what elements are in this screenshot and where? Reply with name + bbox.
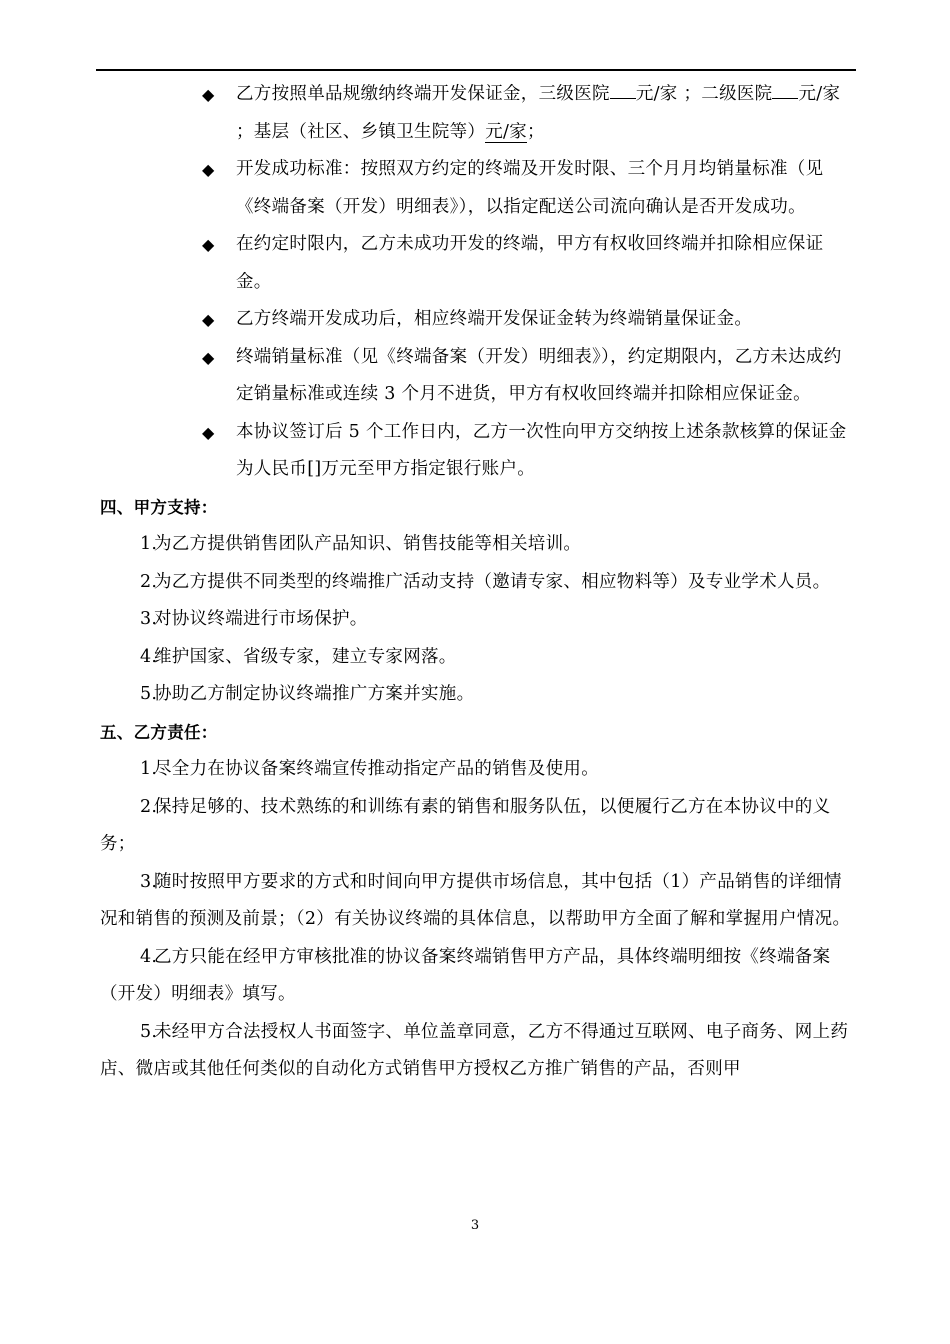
list-item — [100, 751, 852, 789]
item-text: 未经甲方合法授权人书面签字、单位盖章同意，乙方不得通过互联网、电子商务、网上药店、微店或其他任何类似的自动化方式销售甲方授权乙方推广销售的产品，否则甲 — [100, 1021, 849, 1079]
item-text: 随时按照甲方要求的方式和时间向甲方提供市场信息，其中包括（1）产品销售的详细情况和销售的预测及前景；（2）有关协议终端的具体信息，以帮助甲方全面了解和掌握用户情况。 — [100, 871, 851, 929]
blank-level3 — [610, 98, 636, 99]
diamond-bullet-icon: ◆ — [202, 235, 215, 254]
bullet-item — [100, 226, 852, 301]
diamond-bullet-icon: ◆ — [202, 347, 215, 367]
list-item — [100, 789, 852, 864]
item-number: 4. — [140, 946, 158, 967]
bullet-item — [100, 339, 852, 414]
item-text: 协助乙方制定协议终端推广方案并实施。 — [154, 684, 475, 704]
diamond-bullet-icon: ◆ — [202, 85, 215, 104]
bullet-text: 在约定时限内，乙方未成功开发的终端，甲方有权收回终端并扣除相应保证金。 — [236, 234, 824, 292]
item-number: 5. — [140, 684, 158, 704]
bullet-text: 开发成功标准：按照双方约定的终端及开发时限、三个月月均销量标准（见《终端备案（开发）明细表》），以指定配送公司流向确认是否开发成功。 — [236, 159, 824, 217]
blank-grassroots: 元/家 — [485, 121, 527, 142]
item-text: 为乙方提供不同类型的终端推广活动支持（邀请专家、相应物料等）及专业学术人员。 — [154, 571, 831, 592]
bullet-deposit — [100, 76, 852, 151]
list-item — [100, 564, 852, 602]
deposit-text-a: 乙方按照单品规缴纳终端开发保证金，三级医院 — [236, 84, 610, 104]
list-item — [100, 864, 852, 939]
list-item — [100, 526, 852, 564]
item-text: 尽全力在协议备案终端宣传推动指定产品的销售及使用。 — [154, 759, 599, 779]
deposit-text-b: 元/家 ；二级医院 — [635, 84, 773, 104]
item-text: 保持足够的、技术熟练的和训练有素的销售和服务队伍，以便履行乙方在本协议中的义务； — [100, 796, 831, 854]
diamond-bullet-icon: ◆ — [202, 422, 215, 442]
page-number: 3 — [470, 1218, 480, 1233]
deposit-text-c: 元/家 ；基层（社区、乡镇卫生院等） — [236, 84, 841, 142]
bullet-text: 本协议签订后 5 个工作日内，乙方一次性向甲方交纳按上述条款核算的保证金为人民币[]万元至甲方指定银行账户。 — [236, 421, 847, 479]
list-item — [100, 1014, 852, 1089]
list-item — [100, 601, 852, 639]
bullet-item — [100, 414, 852, 489]
item-number: 3. — [140, 609, 158, 629]
item-text: 维护国家、省级专家，建立专家网落。 — [154, 646, 457, 667]
list-item — [100, 639, 852, 677]
section-heading-party-b-duties: 五、乙方责任： — [100, 722, 218, 742]
section-heading-party-a-support: 四、甲方支持： — [100, 497, 218, 517]
document-body — [100, 76, 852, 1089]
list-item — [100, 676, 852, 714]
deposit-text-d: ； — [527, 121, 545, 142]
item-number: 2. — [140, 796, 158, 817]
bullet-item — [100, 301, 852, 339]
item-text: 为乙方提供销售团队产品知识、销售技能等相关培训。 — [154, 534, 582, 554]
item-number: 3. — [140, 871, 158, 892]
bullet-text: 乙方终端开发成功后，相应终端开发保证金转为终端销量保证金。 — [236, 309, 753, 329]
bullet-text: 终端销量标准（见《终端备案（开发）明细表》），约定期限内，乙方未达成约定销量标准或连续 3 个月不进货，甲方有权收回终端并扣除相应保证金。 — [236, 346, 842, 404]
item-text: 乙方只能在经甲方审核批准的协议备案终端销售甲方产品，具体终端明细按《终端备案（开发）明细表》填写。 — [100, 946, 831, 1004]
item-text: 对协议终端进行市场保护。 — [154, 609, 368, 629]
header-rule — [96, 69, 856, 71]
item-number: 5. — [140, 1021, 158, 1042]
item-number: 2. — [140, 571, 158, 592]
blank-level2 — [772, 98, 798, 99]
item-number: 1. — [140, 759, 158, 779]
list-item — [100, 939, 852, 1014]
diamond-bullet-icon: ◆ — [202, 310, 215, 329]
diamond-bullet-icon: ◆ — [202, 160, 215, 179]
bullet-item — [100, 151, 852, 226]
item-number: 1. — [140, 534, 158, 554]
item-number: 4. — [140, 646, 158, 667]
